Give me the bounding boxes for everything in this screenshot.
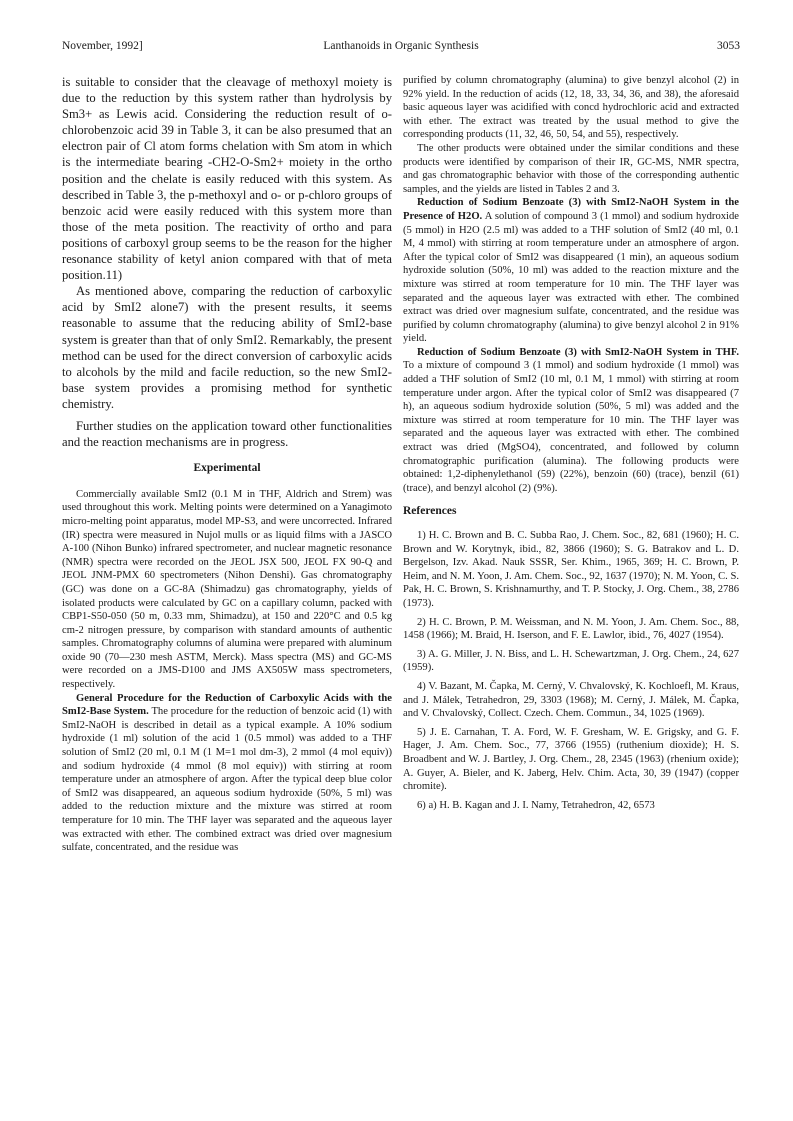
procedure-paragraph xyxy=(62,692,392,855)
reference-item: 1) H. C. Brown and B. C. Subba Rao, J. Chem. Soc., 82, 681 (1960); H. C. Brown and W. Korytnyk, ibid., 82, 3866 (1960); S. G. Batrakov and L. D. Bergelson, Izv. Akad. Nauk SSSR, Ser. Khim., 1965, 369; H. C. Brown, P. Heim, and N. M. Yoon, J. Am. Chem. Soc., 92, 1637 (1970); N. M. Yoon, C. S. Pak, H. C. Brown, S. Krishnamurthy, and T. P. Stocky, J. Org. Chem., 38, 2786 (1973). xyxy=(403,530,739,609)
running-header xyxy=(62,40,740,58)
discussion-paragraph: Further studies on the application toward other functionalities and the reaction mechanisms are in progress. xyxy=(62,418,392,450)
procedure-thf-paragraph xyxy=(403,346,739,496)
reference-item: 3) A. G. Miller, J. N. Biss, and L. H. Schewartzman, J. Org. Chem., 24, 627 (1959). xyxy=(403,648,739,674)
procedure-thf-heading: Reduction of Sodium Benzoate (3) with SmI2-NaOH System in THF. xyxy=(417,346,739,358)
header-title: Lanthanoids in Organic Synthesis xyxy=(323,40,479,52)
left-column xyxy=(62,74,392,855)
identification-paragraph: The other products were obtained under the similar conditions and these products were identified by comparison of their IR, GC-MS, NMR spectra, and gas chromatographic behavior with those of the corresponding authentic samples, and the yields are listed in Tables 2 and 3. xyxy=(403,142,739,195)
experimental-heading: Experimental xyxy=(193,462,261,475)
header-date: November, 1992] xyxy=(62,40,143,52)
right-column xyxy=(403,74,739,817)
reference-item: 6) a) H. B. Kagan and J. I. Namy, Tetrahedron, 42, 6573 xyxy=(417,799,655,811)
procedure-heading: General Procedure for the Reduction of Carboxylic Acids with the SmI2-Base System. xyxy=(62,692,392,718)
procedure-continued: purified by column chromatography (alumina) to give benzyl alcohol (2) in 92% yield. In the reduction of acids (12, 18, 33, 34, 36, and 38), the aforesaid basic aqueous layer was acidified with concd hydrochloric acid and extracted with ether. The extract was treated by the usual method to give the corresponding products (11, 32, 46, 50, 54, and 55), respectively. xyxy=(403,75,739,141)
procedure-text: The procedure for the reduction of benzoic acid (1) with SmI2-NaOH is described in detail as a typical example. A 10% sodium hydroxide (1 ml) solution of the acid 1 (0.5 mmol) was added to a THF solution of SmI2 (20 ml, 0.1 M (1 M=1 mol dm-3), 2 mmol (4 mol equiv)) and sodium hydroxide (4 mmol (8 mol equiv)) with stirring at room temperature under an atmosphere of argon. After the typical deep blue color of SmI2 was disappeared, an aqueous sodium hydroxide (50%, 5 ml) was added to the reduction mixture and the mixture was stirred at room temperature for 10 min. The THF layer was separated and the aqueous layer was extracted with ether. The combined extract was dried over magnesium sulfate, concentrated, and the residue was xyxy=(62,706,392,854)
reference-item: 5) J. E. Carnahan, T. A. Ford, W. F. Gresham, W. E. Grigsky, and G. F. Hager, J. Am. Chem. Soc., 77, 3766 (1955) (ruthenium dioxide); H. S. Broadbent and W. J. Bartley, J. Org. Chem., 28, 2345 (1963) (rhenium oxide); A. Guyer, A. Bieler, and K. Jaberg, Helv. Chim. Acta, 30, 39 (1947) (copper chromite). xyxy=(403,726,739,793)
procedure-h2o-paragraph xyxy=(403,196,739,346)
page-number: 3053 xyxy=(717,40,740,52)
discussion-paragraph: As mentioned above, comparing the reduction of carboxylic acid by SmI2 alone7) with the present results, it seems reasonable to assume that the reducing ability of SmI2-base system is greater than that of only SmI2. Remarkably, the present method can be used for the direct conversion of carboxylic acids to alcohols by the mild and facile reduction, so the new SmI2-base system provides a promising method for synthetic chemistry. xyxy=(62,284,392,411)
discussion-paragraph: is suitable to consider that the cleavage of methoxyl moiety is due to the reduction by this system rather than hydrolysis by Sm3+ as Lewis acid. Considering the reduction result of o-chlorobenzoic acid 39 in Table 3, it can be also presumed that an electron pair of Cl atom forms chelation with Sm atom in which is the intermediate bearing -CH2-O-Sm2+ moiety in the ortho position and the chelate is easily reduced with this system. As described in Table 3, the p-methoxyl and o- or p-chloro groups of benzoic acid were easily reduced with this system more than those of the meta position. The reactivity of ortho and para positions of carboxyl group seems to be the reason for the higher resonance stability of ketyl anion compared with that of meta position.11) xyxy=(62,75,392,283)
procedure-thf-text: To a mixture of compound 3 (1 mmol) and sodium hydroxide (1 mmol) was added a THF solution of SmI2 (10 ml, 0.1 M, 1 mmol) with stirring at room temperature under argon. After the typical color of SmI2 was disappeared (7 h), an aqueous sodium hydroxide solution (50%, 5 ml) was added and the mixture was stirred at room temperature for 10 min. The THF layer was separated and the aqueous layer was extracted with ether. The combined extract was dried (MgSO4), concentrated, and followed by column chromatographic purification (alumina). The following products were obtained: 1,2-diphenylethanol (59) (22%), benzoin (60) (trace), benzil (61) (trace), and benzyl alcohol (2) (9%). xyxy=(403,360,739,494)
procedure-h2o-heading: Reduction of Sodium Benzoate (3) with SmI2-NaOH System in the Presence of H2O. xyxy=(403,197,739,222)
reference-item: 4) V. Bazant, M. Čapka, M. Cerný, V. Chvalovský, K. Kochloefl, M. Kraus, and J. Málek, Tetrahedron, 29, 3303 (1968); M. Cerný, J. Málek, M. Čapka, and V. Chvalovský, Collect. Czech. Chem. Commun., 34, 1025 (1969). xyxy=(403,680,739,720)
reference-item: 2) H. C. Brown, P. M. Weissman, and N. M. Yoon, J. Am. Chem. Soc., 88, 1458 (1966); M. Braid, H. Iserson, and F. E. Lawlor, ibid., 76, 4027 (1954). xyxy=(403,616,739,642)
experimental-paragraph: Commercially available SmI2 (0.1 M in THF, Aldrich and Strem) was used throughout this work. Melting points were determined on a Yanagimoto micro-melting point apparatus, model MP-S3, and were uncorrected. Infrared (IR) spectra were measured in Nujol mulls or as liquid films with a JASCO A-100 (Nihon Bunko) infrared spectrometer, and nuclear magnetic resonance (NMR) spectra were recorded on the JEOL JSX 500, JEOL FX 90-Q and JEOL JNM-PMX 60 spectrometers (Nihon Denshi). Gas chromatography (GC) was done on a GC-8A (Shimadzu) gas chromatography, yields of isolated products were calculated by GC on a capillary column, packed with CBP1-S50-050 (50 m, 0.33 mm, Shimadzu), at 150 and 220°C and 0.5 kg cm-2 nitrogen pressure, by comparison with standard amounts of authentic samples. Chromatography columns of alumina were prepared with aluminum oxide 90 (70—230 mesh ASTM, Merck). Mass spectra (MS) and GC-MS were recorded on a JMS-D100 and JMS AX505W mass spectrometers, respectively. xyxy=(62,488,392,691)
procedure-h2o-text: A solution of compound 3 (1 mmol) and sodium hydroxide (5 mmol) in H2O (2.5 ml) was added to a THF solution of SmI2 (40 ml, 0.1 M, 4 mmol) with stirring at room temperature under an atmosphere of argon. After the typical color of SmI2 was disappeared (1 min), an aqueous sodium hydroxide solution (50%, 10 ml) was added to the reaction mixture and the mixture was stirred at room temperature for 10 min. The THF layer was separated and the aqueous layer was extracted with ether. The combined extract was dried over magnesium sulfate, concentrated, and the residue was purified by column chromatography (alumina) to give benzyl alcohol 2 in 91% yield. xyxy=(403,210,739,345)
references-heading: References xyxy=(403,505,457,518)
